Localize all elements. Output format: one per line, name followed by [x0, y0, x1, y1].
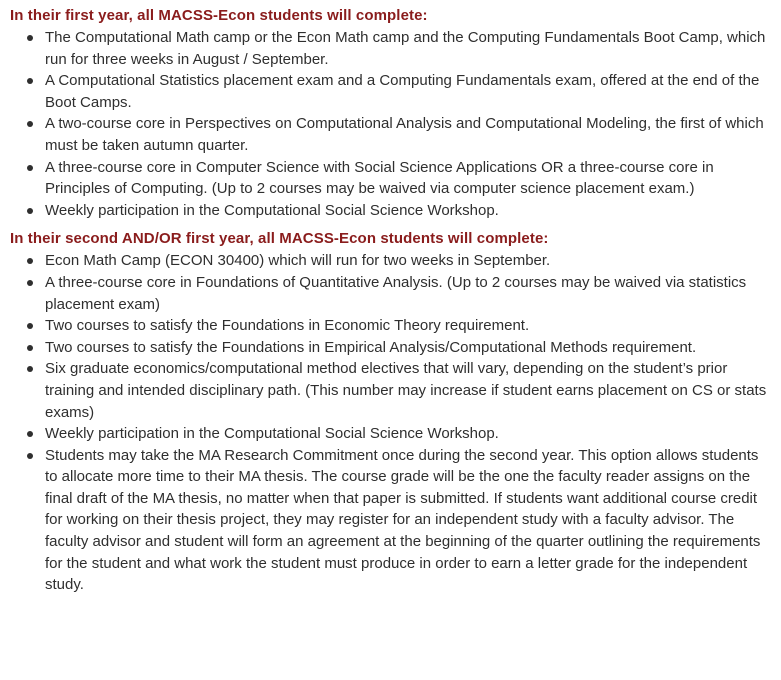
second-year-item-workshop: Weekly participation in the Computational Social Science Workshop. — [10, 423, 771, 445]
first-year-item-placement-exams: A Computational Statistics placement exam and a Computing Fundamentals exam, offered at the end of the Boot Camps. — [10, 70, 771, 113]
first-year-item-computer-science-core: A three-course core in Computer Science with Social Science Applications OR a three-course core in Principles of Computing. (Up to 2 courses may be waived via computer science placement exam.) — [10, 157, 771, 200]
second-year-heading: In their second AND/OR first year, all MACSS-Econ students will complete: — [10, 230, 549, 248]
first-year-item-perspectives-core: A two-course core in Perspectives on Computational Analysis and Computational Modeling, the first of which must be taken autumn quarter. — [10, 113, 771, 156]
first-year-requirements-list — [10, 27, 771, 221]
second-year-item-economic-theory: Two courses to satisfy the Foundations in Economic Theory requirement. — [10, 315, 771, 337]
first-year-heading: In their first year, all MACSS-Econ students will complete: — [10, 7, 428, 24]
second-year-requirements-list — [10, 250, 771, 596]
first-year-item-camps: The Computational Math camp or the Econ Math camp and the Computing Fundamentals Boot Camp, which run for three weeks in August / September. — [10, 27, 771, 70]
second-year-item-electives: Six graduate economics/computational method electives that will vary, depending on the student’s prior training and intended disciplinary path. (This number may increase if student earns placement on CS or stats exams) — [10, 358, 771, 423]
second-year-item-quantitative-core: A three-course core in Foundations of Quantitative Analysis. (Up to 2 courses may be waived via statistics placement exam) — [10, 272, 771, 315]
second-year-item-empirical-analysis: Two courses to satisfy the Foundations in Empirical Analysis/Computational Methods requirement. — [10, 337, 771, 359]
first-year-item-workshop: Weekly participation in the Computational Social Science Workshop. — [10, 200, 771, 222]
second-year-item-research-commitment: Students may take the MA Research Commitment once during the second year. This option allows students to allocate more time to their MA thesis. The course grade will be the one the faculty reader assigns on the final draft of the MA thesis, no matter when that paper is submitted. If students want additional course credit for working on their thesis project, they may register for an independent study with a faculty advisor. The faculty advisor and student will form an agreement at the beginning of the quarter outlining the requirements for the student and what work the student must produce in order to earn a letter grade for the independent study. — [10, 445, 771, 596]
second-year-item-econ-math-camp: Econ Math Camp (ECON 30400) which will run for two weeks in September. — [10, 250, 771, 272]
